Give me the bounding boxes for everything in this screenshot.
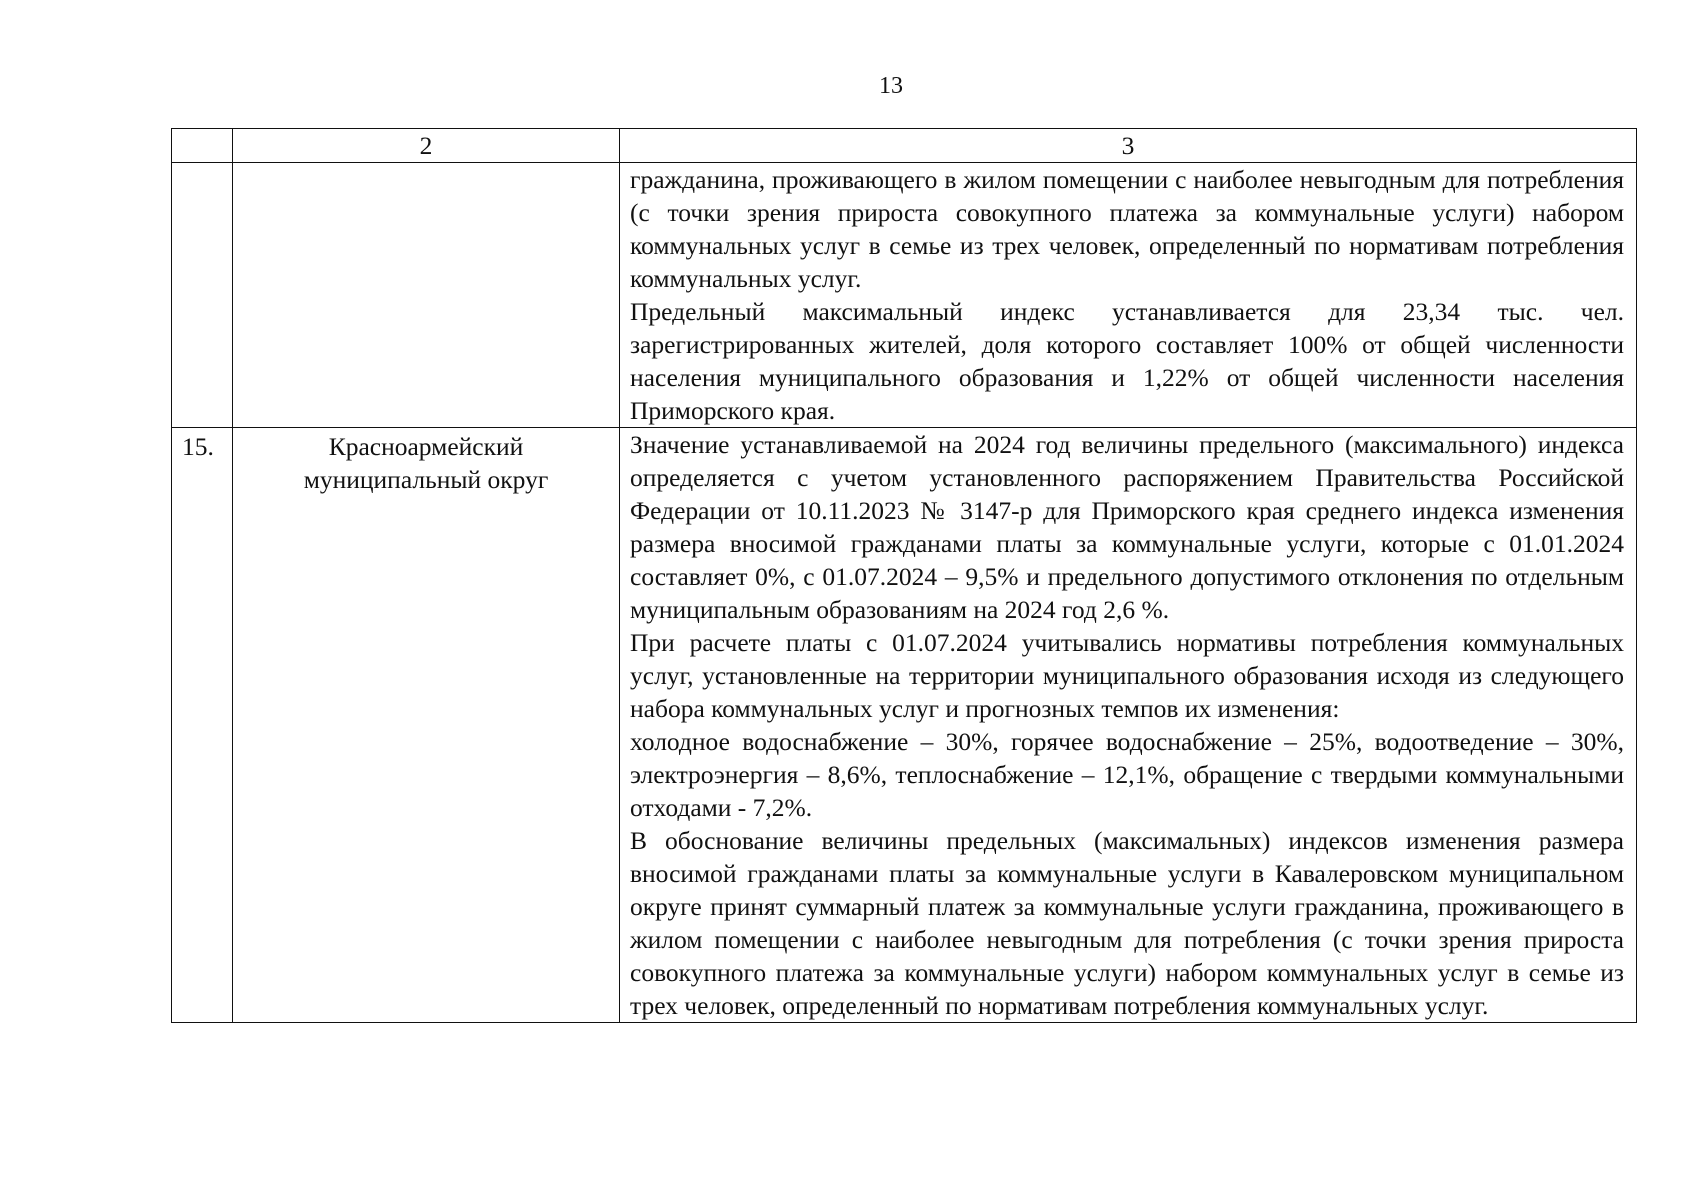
paragraph: Значение устанавливаемой на 2024 год величины предельного (максимального) индекса определяется с учетом установленного распоряжением Правительства Российской Федерации от 10.11.2023 № 3147-р для Приморского края среднего индекса изменения размера вносимой гражданами платы за коммунальные услуги, которые с 01.01.2024 составляет 0%, с 01.07.2024 – 9,5% и предельного допустимого отклонения по отдельным муниципальным образованиям на 2024 год 2,6 %. [630,430,1624,624]
row-number: 15. [172,428,233,1023]
table-header-row [172,129,1637,163]
paragraph: Предельный максимальный индекс устанавливается для 23,34 тыс. чел. зарегистрированных жителей, доля которого составляет 100% от общей численности населения муниципального образования и 1,22% от общей численности населения Приморского края. [630,297,1624,425]
paragraph: холодное водоснабжение – 30%, горячее водоснабжение – 25%, водоотведение – 30%, электроэнергия – 8,6%, теплоснабжение – 12,1%, обращение с твердыми коммунальными отходами - 7,2%. [630,727,1624,822]
header-col-3: 3 [620,129,1637,163]
description-cell [620,163,1637,428]
paragraph: гражданина, проживающего в жилом помещении с наиболее невыгодным для потребления (с точки зрения прироста совокупного платежа за коммунальные услуги) набором коммунальных услуг в семье из трех человек, определенный по нормативам потребления коммунальных услуг. [630,165,1624,293]
header-col-1 [172,129,233,163]
municipality-name [233,163,620,428]
page-number: 13 [879,73,903,99]
paragraph: В обоснование величины предельных (максимальных) индексов изменения размера вносимой гражданами платы за коммунальные услуги в Кавалеровском муниципальном округе принят суммарный платеж за коммунальные услуги гражданина, проживающего в жилом помещении с наиболее невыгодным для потребления (с точки зрения прироста совокупного платежа за коммунальные услуги) набором коммунальных услуг в семье из трех человек, определенный по нормативам потребления коммунальных услуг. [630,826,1624,1020]
municipality-name: Красноармейский муниципальный округ [233,428,620,1023]
paragraph: При расчете платы с 01.07.2024 учитывались нормативы потребления коммунальных услуг, установленные на территории муниципального образования исходя из следующего набора коммунальных услуг и прогнозных темпов их изменения: [630,628,1624,723]
table-row [172,163,1637,428]
description-cell [620,428,1637,1023]
document-table [171,128,1637,1023]
header-col-2: 2 [233,129,620,163]
table-row [172,428,1637,1023]
row-number [172,163,233,428]
